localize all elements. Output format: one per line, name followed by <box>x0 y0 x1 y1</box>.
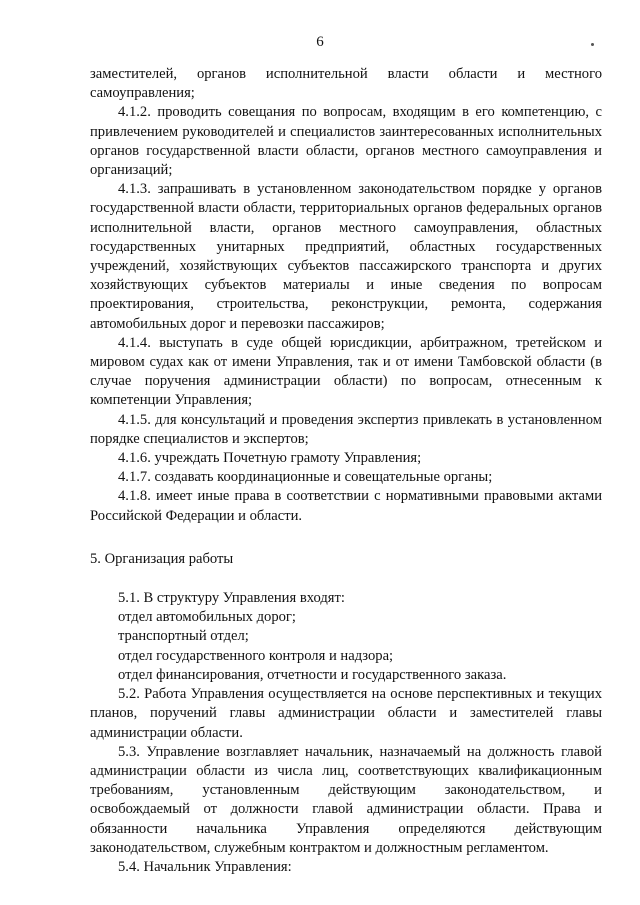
paragraph-5-3: 5.3. Управление возглавляет начальник, назначаемый на должность главой администрации области из числа лиц, соответствующих квалификационным требованиям, установленным действующим законодательством, и освобождаемый от должности главой администрации области. Права и обязанности начальника Управления определяются действующим законодательством, служебным контрактом и должностным регламентом. <box>90 743 602 856</box>
paragraph-4-1-5: 4.1.5. для консультаций и проведения экспертиз привлекать в установленном порядке специалистов и экспертов; <box>90 411 602 447</box>
paragraph-4-1-6: 4.1.6. учреждать Почетную грамоту Управления; <box>118 450 422 467</box>
paragraph-4-1-3: 4.1.3. запрашивать в установленном законодательством порядке у органов государственной власти области, территориальных органов федеральных органов исполнительной власти, органов местного самоуправления, областных государственных унитарных предприятий, областных государственных учреждений, хозяйствующих субъектов пассажирского транспорта и других хозяйствующих субъектов материалы и иные сведения по вопросам проектирования, строительства, реконструкции, ремонта, содержания автомобильных дорог и перевозки пассажиров; <box>90 181 602 332</box>
document-body <box>90 65 602 877</box>
structure-intro: 5.1. В структуру Управления входят: <box>118 590 345 607</box>
paragraph-4-1-4: 4.1.4. выступать в суде общей юрисдикции, арбитражном, третейском и мировом судах как от имени Управления, так и от имени Тамбовской области (в случае поручения администрации области) по вопросам, отнесенным к компетенции Управления; <box>90 334 602 409</box>
structure-item: отдел автомобильных дорог; <box>118 609 296 626</box>
paragraph-5-4: 5.4. Начальник Управления: <box>118 858 292 875</box>
scan-speck <box>591 43 594 46</box>
paragraph-4-1-7: 4.1.7. создавать координационные и совещательные органы; <box>118 469 493 486</box>
paragraph-4-1-2: 4.1.2. проводить совещания по вопросам, входящим в его компетенцию, с привлечением руководителей и специалистов заинтересованных исполнительных органов государственной власти области, органов местного самоуправления и организаций; <box>90 104 602 179</box>
paragraph: заместителей, органов исполнительной власти области и местного самоуправления; <box>90 66 602 102</box>
page-number: 6 <box>316 34 324 50</box>
structure-item: транспортный отдел; <box>118 628 249 645</box>
structure-item: отдел финансирования, отчетности и государственного заказа. <box>118 666 507 683</box>
section-heading: 5. Организация работы <box>90 550 234 567</box>
structure-item: отдел государственного контроля и надзора; <box>118 647 394 664</box>
paragraph-4-1-8: 4.1.8. имеет иные права в соответствии с нормативными правовыми актами Российской Федерации и области. <box>90 488 602 524</box>
paragraph-5-2: 5.2. Работа Управления осуществляется на основе перспективных и текущих планов, поручений главы администрации области и заместителей главы администрации области. <box>90 686 602 741</box>
